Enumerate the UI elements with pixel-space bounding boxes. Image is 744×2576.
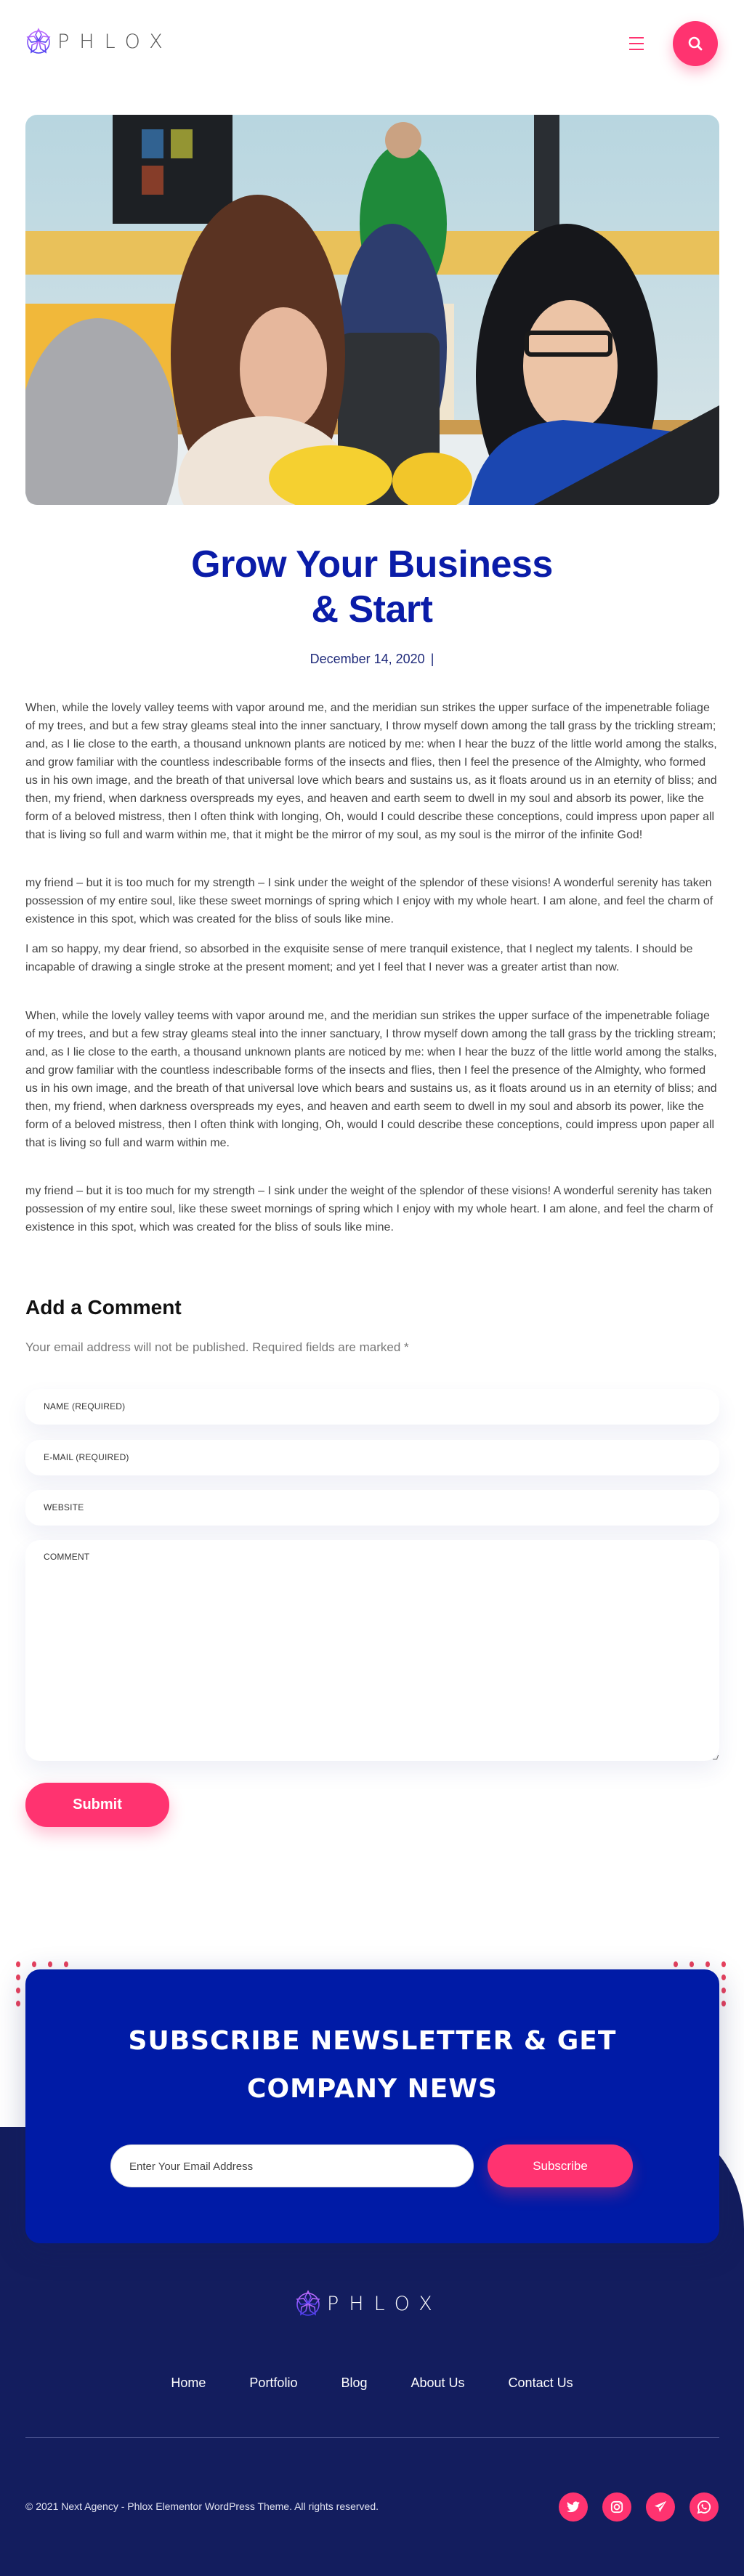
post-title-line2: & Start	[311, 588, 433, 631]
dot	[48, 1961, 52, 1967]
instagram-link[interactable]	[602, 2492, 631, 2522]
twitter-icon	[567, 2501, 580, 2513]
post-paragraph: my friend – but it is too much for my strength – I sink under the weight of the splendor of these visions! A wonderful serenity has taken possession of my entire soul, like these sweet mornings of spring which I enjoy with my whole heart. I am alone, and feel the charm of existence in this spot, which was created for the bliss of souls like mine.	[25, 1185, 713, 1234]
newsletter-title	[25, 2017, 719, 2113]
site-logo[interactable]	[25, 28, 173, 55]
comment-notice: Your email address will not be published. Required fields are marked *	[25, 1340, 409, 1354]
featured-image	[25, 115, 719, 505]
post-meta	[81, 652, 663, 667]
hamburger-icon-bar	[629, 49, 644, 50]
instagram-icon	[610, 2500, 623, 2514]
newsletter-title-line1: SUBSCRIBE NEWSLETTER & GET	[128, 2026, 617, 2056]
search-button[interactable]	[673, 21, 718, 66]
menu-button[interactable]	[629, 36, 644, 51]
website-placeholder: WEBSITE	[44, 1502, 84, 1512]
dot	[16, 2001, 20, 2006]
dot	[721, 1961, 726, 1967]
post-paragraph: my friend – but it is too much for my strength – I sink under the weight of the splendor of these visions! A wonderful serenity has taken possession of my entire soul, like these sweet mornings of spring which I enjoy with my whole heart. I am alone, and feel the charm of existence in this spot, which was created for the bliss of souls like mine.	[25, 877, 713, 926]
twitter-link[interactable]	[559, 2492, 588, 2522]
email-field[interactable]	[25, 1440, 719, 1475]
whatsapp-icon	[697, 2500, 711, 2514]
footer-nav	[0, 2375, 744, 2391]
subscribe-button[interactable]: Subscribe	[488, 2144, 633, 2187]
dot	[721, 1988, 726, 1993]
footer-nav-contact-us[interactable]: Contact Us	[508, 2375, 573, 2390]
dot	[705, 1961, 710, 1967]
dot	[721, 2001, 726, 2006]
post-date[interactable]: December 14, 2020	[310, 652, 425, 666]
meta-separator: |	[430, 652, 434, 666]
dot	[674, 1961, 678, 1967]
dot	[64, 1961, 68, 1967]
website-field[interactable]	[25, 1490, 719, 1526]
submit-button[interactable]: Submit	[25, 1783, 169, 1827]
footer-nav-blog[interactable]: Blog	[341, 2375, 368, 2390]
phlox-logo-icon	[295, 2290, 321, 2317]
footer-nav-home[interactable]: Home	[171, 2375, 206, 2390]
dot	[32, 1961, 36, 1967]
search-icon	[687, 36, 703, 52]
name-placeholder: NAME (REQUIRED)	[44, 1401, 126, 1411]
hamburger-icon-bar	[629, 43, 644, 44]
email-placeholder: E-MAIL (REQUIRED)	[44, 1452, 129, 1462]
post-title-line1: Grow Your Business	[191, 543, 553, 586]
resize-handle-icon[interactable]	[713, 1755, 719, 1759]
comment-form-title: Add a Comment	[25, 1296, 182, 1319]
phlox-logo-icon	[25, 28, 52, 55]
newsletter-email-input[interactable]	[110, 2144, 474, 2187]
newsletter-title-line2: COMPANY NEWS	[247, 2074, 498, 2104]
dot	[16, 1988, 20, 1993]
comment-placeholder: COMMENT	[44, 1552, 90, 1562]
copyright-text: © 2021 Next Agency - Phlox Elementor WordPress Theme. All rights reserved.	[25, 2500, 379, 2512]
logo-wordmark: PHLOX	[327, 2292, 442, 2315]
telegram-icon	[654, 2500, 667, 2514]
dot	[16, 1961, 20, 1967]
telegram-link[interactable]	[646, 2492, 675, 2522]
comment-textarea[interactable]	[25, 1540, 719, 1761]
footer-logo[interactable]	[295, 2290, 442, 2317]
post-paragraph: When, while the lovely valley teems with vapor around me, and the meridian sun strikes the upper surface of the impenetrable foliage of my trees, and but a few stray gleams steal into the inner sanctuary, I throw myself down among the tall grass by the trickling stream; and, as I lie close to the earth, a thousand unknown plants are noticed by me: when I hear the buzz of the little world among the stalks, and grow familiar with the countless indescribable forms of the insects and flies, then I feel the presence of the Almighty, who formed us in his own image, and the breath of that universal love which bears and sustains us, as it floats around us in an eternity of bliss; and then, my friend, when darkness overspreads my eyes, and heaven and earth seem to dwell in my soul and absorb its power, like the form of a beloved mistress, then I often think with longing, Oh, would I could describe these conceptions, could impress upon paper all that is living so full and warm within me, that it might be the mirror of my soul, as my soul is the mirror of the infinite God!	[25, 702, 717, 841]
office-photo	[25, 115, 719, 505]
newsletter-card	[25, 1969, 719, 2243]
hamburger-icon	[629, 37, 644, 39]
newsletter-email-placeholder: Enter Your Email Address	[129, 2160, 254, 2173]
dot	[16, 1974, 20, 1980]
footer-divider	[25, 2437, 719, 2438]
footer-nav-about-us[interactable]: About Us	[411, 2375, 465, 2390]
dot	[721, 1974, 726, 1980]
logo-wordmark: PHLOX	[57, 30, 173, 53]
name-field[interactable]	[25, 1389, 719, 1425]
dot	[690, 1961, 694, 1967]
post-paragraph: When, while the lovely valley teems with vapor around me, and the meridian sun strikes the upper surface of the impenetrable foliage of my trees, and but a few stray gleams steal into the inner sanctuary, I throw myself down among the tall grass by the trickling stream; and, as I lie close to the earth, a thousand unknown plants are noticed by me: when I hear the buzz of the little world among the stalks, and grow familiar with the countless indescribable forms of the insects and flies, then I feel the presence of the Almighty, who formed us in his own image, and the breath of that universal love which bears and sustains us, as it floats around us in an eternity of bliss; and then, my friend, when darkness overspreads my eyes, and heaven and earth seem to dwell in my soul and absorb its power, like the form of a beloved mistress, then I often think with longing, Oh, would I could describe these conceptions, could impress upon paper all that is living so full and warm within me.	[25, 1010, 717, 1149]
post-title	[81, 542, 663, 632]
whatsapp-link[interactable]	[690, 2492, 719, 2522]
post-paragraph: I am so happy, my dear friend, so absorbed in the exquisite sense of mere tranquil existence, that I neglect my talents. I should be incapable of drawing a single stroke at the present moment; and yet I feel that I never was a greater artist than now.	[25, 943, 693, 973]
footer-nav-portfolio[interactable]: Portfolio	[249, 2375, 298, 2390]
